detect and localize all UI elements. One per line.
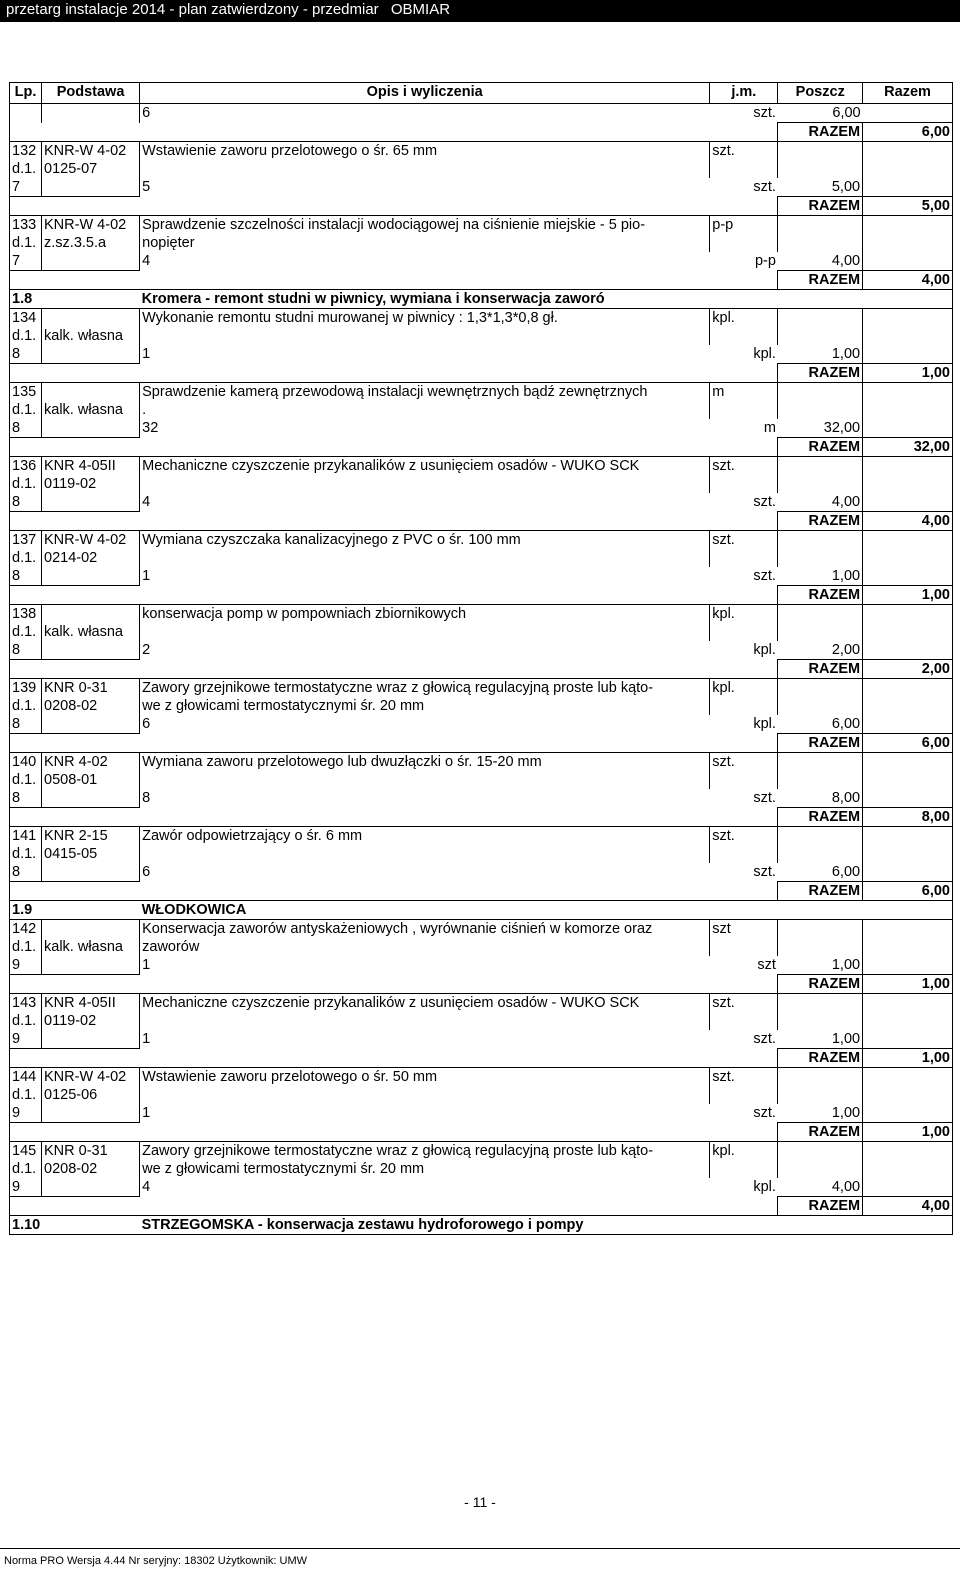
measurement-value: 8 [140, 789, 710, 808]
razem-spacer [10, 660, 778, 679]
measurement-unit: p-p [754, 253, 776, 269]
item-description: Zawory grzejnikowe termostatyczne wraz z głowicą regulacyjną proste lub kąto- we z głowicami termostatycznymi śr. 20 mm [140, 679, 710, 716]
item-unit: kpl. [710, 605, 778, 642]
razem-row [10, 660, 953, 679]
item-lp: 134 d.1. 8 [10, 309, 42, 364]
estimate-table [9, 82, 953, 1235]
measurement-unit: szt [757, 957, 776, 973]
measurement-unit: szt. [753, 494, 776, 510]
item-unit: kpl. [710, 1142, 778, 1179]
measurement-row [10, 956, 953, 975]
razem-value: 6,00 [863, 734, 953, 753]
podstawa-cell [42, 104, 140, 123]
measurement-value: 5 [140, 178, 710, 197]
razem-spacer [10, 123, 778, 142]
item-row [10, 920, 953, 957]
measurement-value: 2 [140, 641, 710, 660]
measurement-unit: szt. [753, 568, 776, 584]
razem-empty [863, 1068, 953, 1105]
item-description: Wymiana czyszczaka kanalizacyjnego z PVC o śr. 100 mm [140, 531, 710, 568]
measurement-unit: szt. [753, 864, 776, 880]
razem-value: 6,00 [863, 123, 953, 142]
measurement-row [10, 715, 953, 734]
razem-empty [863, 216, 953, 253]
razem-empty [863, 419, 953, 438]
measurement-row [10, 345, 953, 364]
section-row [10, 1216, 953, 1235]
measurement-unit: szt. [753, 105, 776, 121]
item-unit: p-p [710, 216, 778, 253]
razem-empty [863, 1142, 953, 1179]
razem-row [10, 975, 953, 994]
item-podstawa: kalk. własna [42, 920, 140, 975]
razem-row [10, 197, 953, 216]
razem-label: RAZEM [778, 734, 863, 753]
measurement-value: 1 [140, 1104, 710, 1123]
item-lp: 140 d.1. 8 [10, 753, 42, 808]
item-unit: szt. [710, 994, 778, 1031]
poszcz-value: 4,00 [831, 1179, 861, 1195]
measurement-row [10, 252, 953, 271]
measurement-value: 1 [140, 567, 710, 586]
item-podstawa: KNR-W 4-02 z.sz.3.5.a [42, 216, 140, 271]
razem-value: 5,00 [863, 197, 953, 216]
document-header [0, 0, 960, 22]
item-description: Mechaniczne czyszczenie przykanalików z usunięciem osadów - WUKO SCK [140, 457, 710, 494]
measurement-value: 6 [142, 105, 151, 121]
razem-empty [863, 383, 953, 420]
lp-cell [10, 104, 42, 123]
razem-row [10, 271, 953, 290]
item-description: Mechaniczne czyszczenie przykanalików z usunięciem osadów - WUKO SCK [140, 994, 710, 1031]
razem-spacer [10, 1197, 778, 1216]
poszcz-empty [778, 383, 863, 420]
measurement-row [10, 567, 953, 586]
section-spacer [42, 290, 140, 309]
item-description: Sprawdzenie szczelności instalacji wodociągowej na ciśnienie miejskie - 5 pio- nopięter [140, 216, 710, 253]
poszcz-value: 1,00 [831, 346, 861, 362]
razem-value: 1,00 [863, 975, 953, 994]
item-description: Zawór odpowietrzający o śr. 6 mm [140, 827, 710, 864]
measurement-row [10, 1104, 953, 1123]
razem-label: RAZEM [778, 123, 863, 142]
table-body [10, 104, 953, 1235]
razem-label: RAZEM [778, 364, 863, 383]
item-description: Wykonanie remontu studni murowanej w piwnicy : 1,3*1,3*0,8 gł. [140, 309, 710, 346]
razem-empty [863, 753, 953, 790]
razem-value: 1,00 [863, 586, 953, 605]
item-lp: 132 d.1. 7 [10, 142, 42, 197]
razem-spacer [10, 734, 778, 753]
column-header-jm: j.m. [710, 83, 778, 104]
razem-label: RAZEM [778, 1049, 863, 1068]
razem-label: RAZEM [778, 586, 863, 605]
section-title: Kromera - remont studni w piwnicy, wymiana i konserwacja zaworó [140, 290, 953, 309]
razem-value: 1,00 [863, 1049, 953, 1068]
item-row [10, 309, 953, 346]
item-lp: 137 d.1. 8 [10, 531, 42, 586]
measurement-unit: szt. [753, 1105, 776, 1121]
measurement-row [10, 863, 953, 882]
razem-label: RAZEM [778, 975, 863, 994]
razem-value: 4,00 [863, 1197, 953, 1216]
razem-empty [863, 1104, 953, 1123]
item-lp: 142 d.1. 9 [10, 920, 42, 975]
razem-row [10, 512, 953, 531]
razem-value: 32,00 [863, 438, 953, 457]
measurement-value: 4 [140, 493, 710, 512]
measurement-unit: kpl. [753, 346, 776, 362]
poszcz-empty [778, 605, 863, 642]
item-description: konserwacja pomp w pompowniach zbiornikowych [140, 605, 710, 642]
column-header-opis: Opis i wyliczenia [140, 83, 710, 104]
razem-spacer [10, 271, 778, 290]
razem-spacer [10, 975, 778, 994]
item-podstawa: KNR 2-15 0415-05 [42, 827, 140, 882]
item-lp: 144 d.1. 9 [10, 1068, 42, 1123]
razem-empty [863, 715, 953, 734]
razem-row [10, 734, 953, 753]
measurement-unit: szt. [753, 179, 776, 195]
poszcz-empty [778, 216, 863, 253]
item-row [10, 142, 953, 179]
item-lp: 145 d.1. 9 [10, 1142, 42, 1197]
item-row [10, 827, 953, 864]
poszcz-value: 1,00 [831, 1105, 861, 1121]
measurement-value: 6 [140, 715, 710, 734]
measurement-value: 1 [140, 1030, 710, 1049]
item-lp: 136 d.1. 8 [10, 457, 42, 512]
razem-label: RAZEM [778, 808, 863, 827]
poszcz-value: 6,00 [831, 716, 861, 732]
item-row [10, 531, 953, 568]
poszcz-empty [778, 679, 863, 716]
poszcz-value: 6,00 [832, 105, 861, 121]
razem-empty [863, 104, 953, 123]
razem-empty [863, 457, 953, 494]
razem-label: RAZEM [778, 512, 863, 531]
poszcz-value: 5,00 [831, 179, 861, 195]
column-header-podstawa: Podstawa [42, 83, 140, 104]
item-podstawa: KNR 4-05II 0119-02 [42, 457, 140, 512]
item-lp: 139 d.1. 8 [10, 679, 42, 734]
item-podstawa: KNR-W 4-02 0125-06 [42, 1068, 140, 1123]
razem-label: RAZEM [778, 197, 863, 216]
razem-label: RAZEM [778, 1123, 863, 1142]
section-row [10, 290, 953, 309]
measurement-row [10, 1030, 953, 1049]
section-number: 1.10 [10, 1216, 42, 1235]
razem-empty [863, 142, 953, 179]
razem-row [10, 882, 953, 901]
item-podstawa: KNR-W 4-02 0125-07 [42, 142, 140, 197]
razem-spacer [10, 438, 778, 457]
razem-row [10, 438, 953, 457]
document-title: przetarg instalacje 2014 - plan zatwierdzony - przedmiar [6, 1, 379, 18]
measurement-row [10, 789, 953, 808]
section-title: STRZEGOMSKA - konserwacja zestawu hydroforowego i pompy [140, 1216, 953, 1235]
razem-value: 2,00 [863, 660, 953, 679]
razem-row [10, 1049, 953, 1068]
item-podstawa: KNR 4-05II 0119-02 [42, 994, 140, 1049]
razem-empty [863, 531, 953, 568]
table-header-row [10, 83, 953, 104]
item-podstawa: kalk. własna [42, 383, 140, 438]
item-row [10, 383, 953, 420]
item-row [10, 216, 953, 253]
razem-empty [863, 178, 953, 197]
razem-empty [863, 789, 953, 808]
poszcz-value: 2,00 [831, 642, 861, 658]
software-footer: Norma PRO Wersja 4.44 Nr seryjny: 18302 Użytkownik: UMW [0, 1548, 960, 1574]
measurement-row [10, 1178, 953, 1197]
razem-empty [863, 956, 953, 975]
poszcz-value: 4,00 [831, 253, 861, 269]
item-row [10, 1142, 953, 1179]
razem-empty [863, 493, 953, 512]
measurement-unit: kpl. [753, 642, 776, 658]
item-row [10, 1068, 953, 1105]
razem-empty [863, 1030, 953, 1049]
section-spacer [42, 901, 140, 920]
measurement-row [10, 493, 953, 512]
poszcz-empty [778, 309, 863, 346]
poszcz-empty [778, 142, 863, 179]
item-unit: szt. [710, 827, 778, 864]
poszcz-value: 6,00 [831, 864, 861, 880]
razem-spacer [10, 1049, 778, 1068]
item-podstawa: KNR 0-31 0208-02 [42, 1142, 140, 1197]
razem-empty [863, 863, 953, 882]
item-unit: szt. [710, 531, 778, 568]
razem-empty [863, 827, 953, 864]
item-podstawa: kalk. własna [42, 605, 140, 660]
razem-empty [863, 994, 953, 1031]
razem-value: 1,00 [863, 1123, 953, 1142]
poszcz-empty [778, 1142, 863, 1179]
razem-label: RAZEM [778, 1197, 863, 1216]
item-description: Wstawienie zaworu przelotowego o śr. 65 mm [140, 142, 710, 179]
item-podstawa: kalk. własna [42, 309, 140, 364]
poszcz-value: 32,00 [823, 420, 861, 436]
razem-spacer [10, 586, 778, 605]
poszcz-empty [778, 920, 863, 957]
poszcz-empty [778, 753, 863, 790]
measurement-value: 4 [140, 1178, 710, 1197]
item-unit: kpl. [710, 679, 778, 716]
section-number: 1.9 [10, 901, 42, 920]
item-row [10, 994, 953, 1031]
measurement-unit: kpl. [753, 1179, 776, 1195]
poszcz-empty [778, 994, 863, 1031]
razem-label: RAZEM [778, 882, 863, 901]
section-row [10, 901, 953, 920]
item-description: Konserwacja zaworów antyskażeniowych , wyrównanie ciśnień w komorze oraz zaworów [140, 920, 710, 957]
razem-row [10, 586, 953, 605]
item-description: Sprawdzenie kamerą przewodową instalacji wewnętrznych bądź zewnętrznych . [140, 383, 710, 420]
measurement-unit: m [763, 420, 776, 436]
razem-row [10, 364, 953, 383]
measurement-row [10, 178, 953, 197]
poszcz-value: 1,00 [831, 957, 861, 973]
item-unit: szt. [710, 753, 778, 790]
razem-spacer [10, 197, 778, 216]
item-podstawa: KNR 4-02 0508-01 [42, 753, 140, 808]
razem-row [10, 123, 953, 142]
item-lp: 141 d.1. 8 [10, 827, 42, 882]
item-description: Wymiana zaworu przelotowego lub dwuzłączki o śr. 15-20 mm [140, 753, 710, 790]
razem-value: 4,00 [863, 512, 953, 531]
poszcz-value: 4,00 [831, 494, 861, 510]
razem-empty [863, 309, 953, 346]
item-row [10, 457, 953, 494]
razem-empty [863, 920, 953, 957]
item-lp: 138 d.1. 8 [10, 605, 42, 660]
measurement-unit: kpl. [753, 716, 776, 732]
item-unit: szt [710, 920, 778, 957]
razem-spacer [10, 512, 778, 531]
column-header-poszcz: Poszcz [778, 83, 863, 104]
measurement-unit: szt. [753, 790, 776, 806]
section-spacer [42, 1216, 140, 1235]
razem-spacer [10, 808, 778, 827]
razem-spacer [10, 364, 778, 383]
item-podstawa: KNR 0-31 0208-02 [42, 679, 140, 734]
app-name: OBMIAR [390, 1, 451, 18]
item-row [10, 753, 953, 790]
measurement-value: 1 [140, 345, 710, 364]
razem-row [10, 1197, 953, 1216]
item-unit: szt. [710, 457, 778, 494]
razem-empty [863, 605, 953, 642]
razem-empty [863, 641, 953, 660]
item-row [10, 679, 953, 716]
poszcz-value: 1,00 [831, 1031, 861, 1047]
poszcz-value: 1,00 [831, 568, 861, 584]
section-title: WŁODKOWICA [140, 901, 953, 920]
poszcz-value: 8,00 [831, 790, 861, 806]
poszcz-empty [778, 827, 863, 864]
razem-value: 4,00 [863, 271, 953, 290]
razem-spacer [10, 882, 778, 901]
measurement-value: 4 [140, 252, 710, 271]
measurement-row [10, 641, 953, 660]
razem-value: 8,00 [863, 808, 953, 827]
item-unit: m [710, 383, 778, 420]
item-lp: 133 d.1. 7 [10, 216, 42, 271]
page-number: - 11 - [464, 1494, 496, 1510]
razem-empty [863, 345, 953, 364]
poszcz-empty [778, 531, 863, 568]
razem-empty [863, 252, 953, 271]
column-header-lp: Lp. [10, 83, 42, 104]
item-row [10, 605, 953, 642]
item-lp: 143 d.1. 9 [10, 994, 42, 1049]
column-header-razem: Razem [863, 83, 953, 104]
item-description: Zawory grzejnikowe termostatyczne wraz z głowicą regulacyjną proste lub kąto- we z głowicami termostatycznymi śr. 20 mm [140, 1142, 710, 1179]
razem-value: 6,00 [863, 882, 953, 901]
measurement-value: 32 [140, 419, 710, 438]
item-unit: kpl. [710, 309, 778, 346]
razem-value: 1,00 [863, 364, 953, 383]
razem-label: RAZEM [778, 438, 863, 457]
measurement-unit: szt. [753, 1031, 776, 1047]
measurement-row [10, 104, 953, 123]
measurement-value: 6 [140, 863, 710, 882]
razem-empty [863, 567, 953, 586]
razem-row [10, 808, 953, 827]
item-unit: szt. [710, 1068, 778, 1105]
item-lp: 135 d.1. 8 [10, 383, 42, 438]
poszcz-empty [778, 1068, 863, 1105]
razem-empty [863, 1178, 953, 1197]
item-description: Wstawienie zaworu przelotowego o śr. 50 mm [140, 1068, 710, 1105]
measurement-value: 1 [140, 956, 710, 975]
poszcz-empty [778, 457, 863, 494]
item-podstawa: KNR-W 4-02 0214-02 [42, 531, 140, 586]
razem-label: RAZEM [778, 660, 863, 679]
razem-row [10, 1123, 953, 1142]
measurement-row [10, 419, 953, 438]
section-number: 1.8 [10, 290, 42, 309]
razem-empty [863, 679, 953, 716]
razem-spacer [10, 1123, 778, 1142]
item-unit: szt. [710, 142, 778, 179]
razem-label: RAZEM [778, 271, 863, 290]
